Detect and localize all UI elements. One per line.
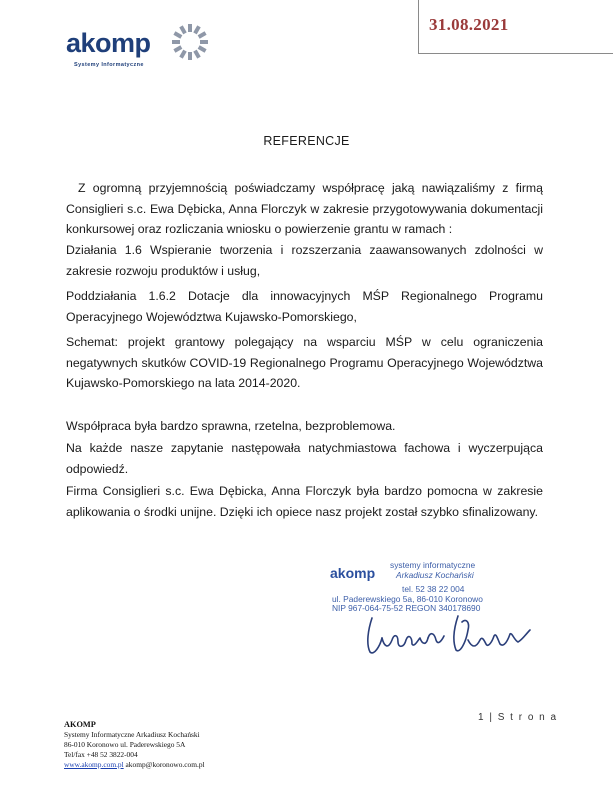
footer-company: AKOMP [64,720,96,729]
paragraph-responses: Na każde nasze zapytanie następowała natychmiastowa fachowa i wyczerpująca odpowiedź. [66,441,543,476]
paragraph-cooperation: Współpraca była bardzo sprawna, rzetelna, bezproblemowa. [66,419,396,433]
email-text: akomp@koronowo.com.pl [125,760,205,769]
stamp-line: tel. 52 38 22 004 [402,584,465,594]
footer-line: 86-010 Koronowo ul. Paderewskiego 5A [64,740,186,749]
paragraph-action: Działania 1.6 Wspieranie tworzenia i rozszerzania zaawansowanych zdolności w zakresie rozwoju produktów i usług, [66,243,543,278]
document-date: 31.08.2021 [429,15,509,34]
logo-subtitle: Systemy Informatyczne [74,62,144,68]
footer-contacts [64,760,205,770]
company-logo [66,22,216,72]
logo-text: akomp [66,28,151,58]
paragraph-subaction: Poddziałania 1.6.2 Dotacje dla innowacyjnych MŚP Regionalnego Programu Operacyjnego Województwa Kujawsko-Pomorskiego, [66,289,543,324]
handwritten-signature [358,610,558,658]
stamp-line: ul. Paderewskiego 5a, 86-010 Koronowo [332,594,483,604]
document-title: REFERENCJE [263,134,350,148]
date-box [418,0,613,54]
paragraph-scheme: Schemat: projekt grantowy polegający na wsparciu MŚP w celu ograniczenia negatywnych skutków COVID-19 Regionalnego Programu Operacyjnego Województwa Kujawsko-Pomorskiego na lata 2014-2020. [66,335,543,390]
stamp-line: Arkadiusz Kochański [396,570,474,580]
page-number: 1 | S t r o n a [478,712,558,723]
footer [64,720,205,770]
footer-line: Tel/fax +48 52 3822-004 [64,750,138,759]
logo-gear-icon [170,22,210,62]
footer-line: Systemy Informatyczne Arkadiusz Kochański [64,730,200,739]
stamp-line: systemy informatyczne [390,560,476,570]
website-link[interactable]: www.akomp.com.pl [64,760,124,769]
paragraph-summary: Firma Consiglieri s.c. Ewa Dębicka, Anna Florczyk była bardzo pomocna w zakresie aplikowania o środki unijne. Dzięki ich opiece nasz projekt został szybko sfinalizowany. [66,484,543,519]
paragraph-intro: Z ogromną przyjemnością poświadczamy współpracę jaką nawiązaliśmy z firmą Consiglieri s.c. Ewa Dębicka, Anna Florczyk w zakresie przygotowywania dokumentacji konkursowej oraz rozliczania wniosku o powierzenie grantu w ramach : [66,181,543,236]
stamp-line: NIP 967-064-75-52 REGON 340178690 [332,603,481,613]
stamp-logo: akomp [330,565,376,581]
